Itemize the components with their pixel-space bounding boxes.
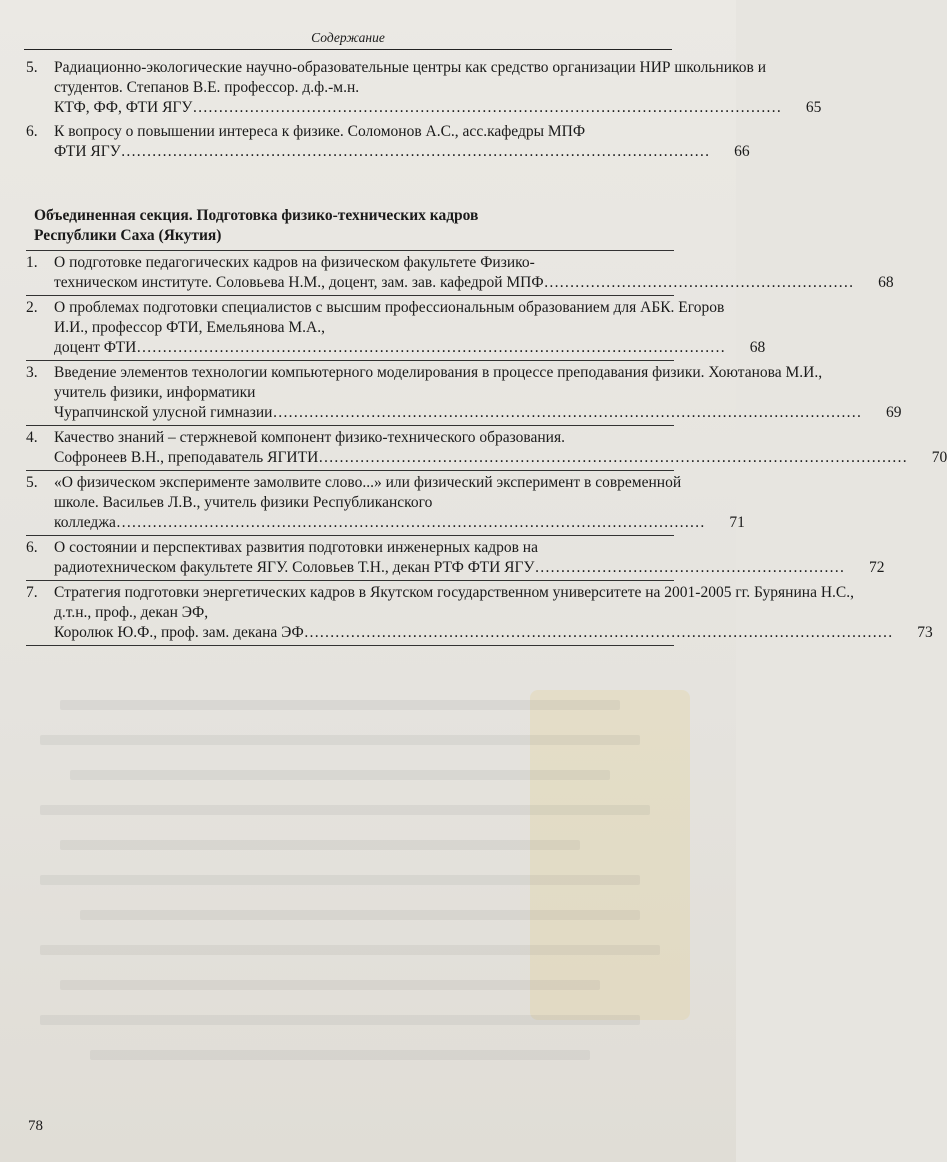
entry-text-tail: доцент ФТИ: [54, 339, 137, 356]
entry-number: 5.: [26, 59, 38, 76]
entry-text: Введение элементов технологии компьютерного моделирования в процессе преподавания физики. Хоютанова М.И., учитель физики, информатики: [54, 364, 823, 401]
entry-text-tail: Чурапчинской улусной гимназии: [54, 404, 273, 421]
header-divider: [24, 49, 672, 50]
entry-page: 65: [805, 99, 822, 116]
toc-entry: 6. К вопросу о повышении интереса к физике. Соломонов А.С., асс.кафедры МПФ ФТИ ЯГУ …………………………………………………………………………………………………… 66: [26, 123, 750, 160]
entry-number: 4.: [26, 429, 38, 446]
section-entries: [26, 250, 947, 646]
entry-text-tail: Софронеев В.Н., преподаватель ЯГИТИ: [54, 449, 319, 466]
entry-number: 3.: [26, 364, 38, 381]
toc-entry: 4. Качество знаний – стержневой компонент физико-технического образования. Софронеев В.Н., преподаватель ЯГИТИ …………………………………………………………………………………………………… 70: [26, 426, 674, 471]
entry-text: О проблемах подготовки специалистов с высшим профессиональным образованием для АБК. Егоров И.И., профессор ФТИ, Емельянова М.А.,: [54, 299, 725, 336]
toc-entry: 5. Радиационно-экологические научно-образовательные центры как средство организации НИР школьников и студентов. Степанов В.Е. профессор. д.ф.-м.н. КТФ, ФФ, ФТИ ЯГУ …………………………………………………………………………………………………… 65: [26, 59, 822, 116]
toc-entry: 7. Стратегия подготовки энергетических кадров в Якутском государственном университете на 2001-2005 гг. Бурянина Н.С., д.т.н., проф., декан ЭФ, Королюк Ю.Ф., проф. зам. декана ЭФ …………………………………………………………………………………………………… 73: [26, 581, 674, 646]
entry-text-tail: техническом институте. Соловьева Н.М., доцент, зам. зав. кафедрой МПФ: [54, 274, 544, 291]
entry-number: 5.: [26, 474, 38, 491]
entry-text: «О физическом эксперименте замолвите слово...» или физический эксперимент в современной школе. Васильев Л.В., учитель физики Республиканского: [54, 474, 682, 511]
entry-text-tail: ФТИ ЯГУ: [54, 143, 121, 160]
entry-text-tail: колледжа: [54, 514, 116, 531]
section-title-line-1: Объединенная секция. Подготовка физико-технических кадров: [34, 207, 479, 224]
section-title: [26, 206, 674, 246]
entry-number: 2.: [26, 299, 38, 316]
entry-page: 68: [878, 274, 894, 291]
entry-page: 69: [885, 404, 902, 421]
entry-text: О состоянии и перспективах развития подготовки инженерных кадров на: [54, 539, 538, 556]
toc-content: [26, 58, 947, 646]
entry-text-tail: Королюк Ю.Ф., проф. зам. декана ЭФ: [54, 624, 304, 641]
entry-number: 6.: [26, 123, 38, 140]
entry-text: О подготовке педагогических кадров на физическом факультете Физико-: [54, 254, 535, 271]
entry-text-tail: КТФ, ФФ, ФТИ ЯГУ: [54, 99, 193, 116]
entry-number: 7.: [26, 584, 38, 601]
entry-number: 6.: [26, 539, 38, 556]
entry-page: 72: [868, 559, 885, 576]
toc-entry: 6. О состоянии и перспективах развития подготовки инженерных кадров на радиотехническом факультете ЯГУ. Соловьев Т.Н., декан РТФ ФТИ ЯГУ …………………………………………………… 72: [26, 536, 674, 581]
page-number: 78: [28, 1118, 43, 1134]
entry-text: К вопросу о повышении интереса к физике. Соломонов А.С., асс.кафедры МПФ: [54, 123, 586, 140]
page-header: Содержание: [311, 30, 385, 45]
toc-entry: 1. О подготовке педагогических кадров на физическом факультете Физико- техническом институте. Соловьева Н.М., доцент, зам. зав. кафедрой МПФ …………………………………………………… 68: [26, 251, 674, 296]
toc-entry: 2. О проблемах подготовки специалистов с высшим профессиональным образованием для АБК. Егоров И.И., профессор ФТИ, Емельянова М.А., доцент ФТИ …………………………………………………………………………………………………… 68: [26, 296, 674, 361]
entry-page: 68: [749, 339, 766, 356]
toc-entry: 5. «О физическом эксперименте замолвите слово...» или физический эксперимент в современной школе. Васильев Л.В., учитель физики Республиканского колледжа …………………………………………………………………………………………………… 71: [26, 471, 674, 536]
toc-entry: 3. Введение элементов технологии компьютерного моделирования в процессе преподавания физики. Хоютанова М.И., учитель физики, информатики Чурапчинской улусной гимназии …………………………………………………………………………………………………… 69: [26, 361, 674, 426]
entry-number: 1.: [26, 254, 38, 271]
entry-page: 73: [917, 624, 933, 641]
entry-text: Качество знаний – стержневой компонент физико-технического образования.: [54, 429, 565, 446]
entry-text-tail: радиотехническом факультете ЯГУ. Соловьев Т.Н., декан РТФ ФТИ ЯГУ: [54, 559, 535, 576]
entry-page: 70: [931, 449, 947, 466]
entry-text: Радиационно-экологические научно-образовательные центры как средство организации НИР школьников и студентов. Степанов В.Е. профессор. д.ф.-м.н.: [54, 59, 767, 96]
entry-text: Стратегия подготовки энергетических кадров в Якутском государственном университете на 2001-2005 гг. Бурянина Н.С., д.т.н., проф., декан ЭФ,: [54, 584, 854, 621]
section-title-line-2: Республики Саха (Якутия): [34, 227, 222, 244]
entry-page: 71: [729, 514, 745, 531]
entry-page: 66: [734, 143, 750, 160]
